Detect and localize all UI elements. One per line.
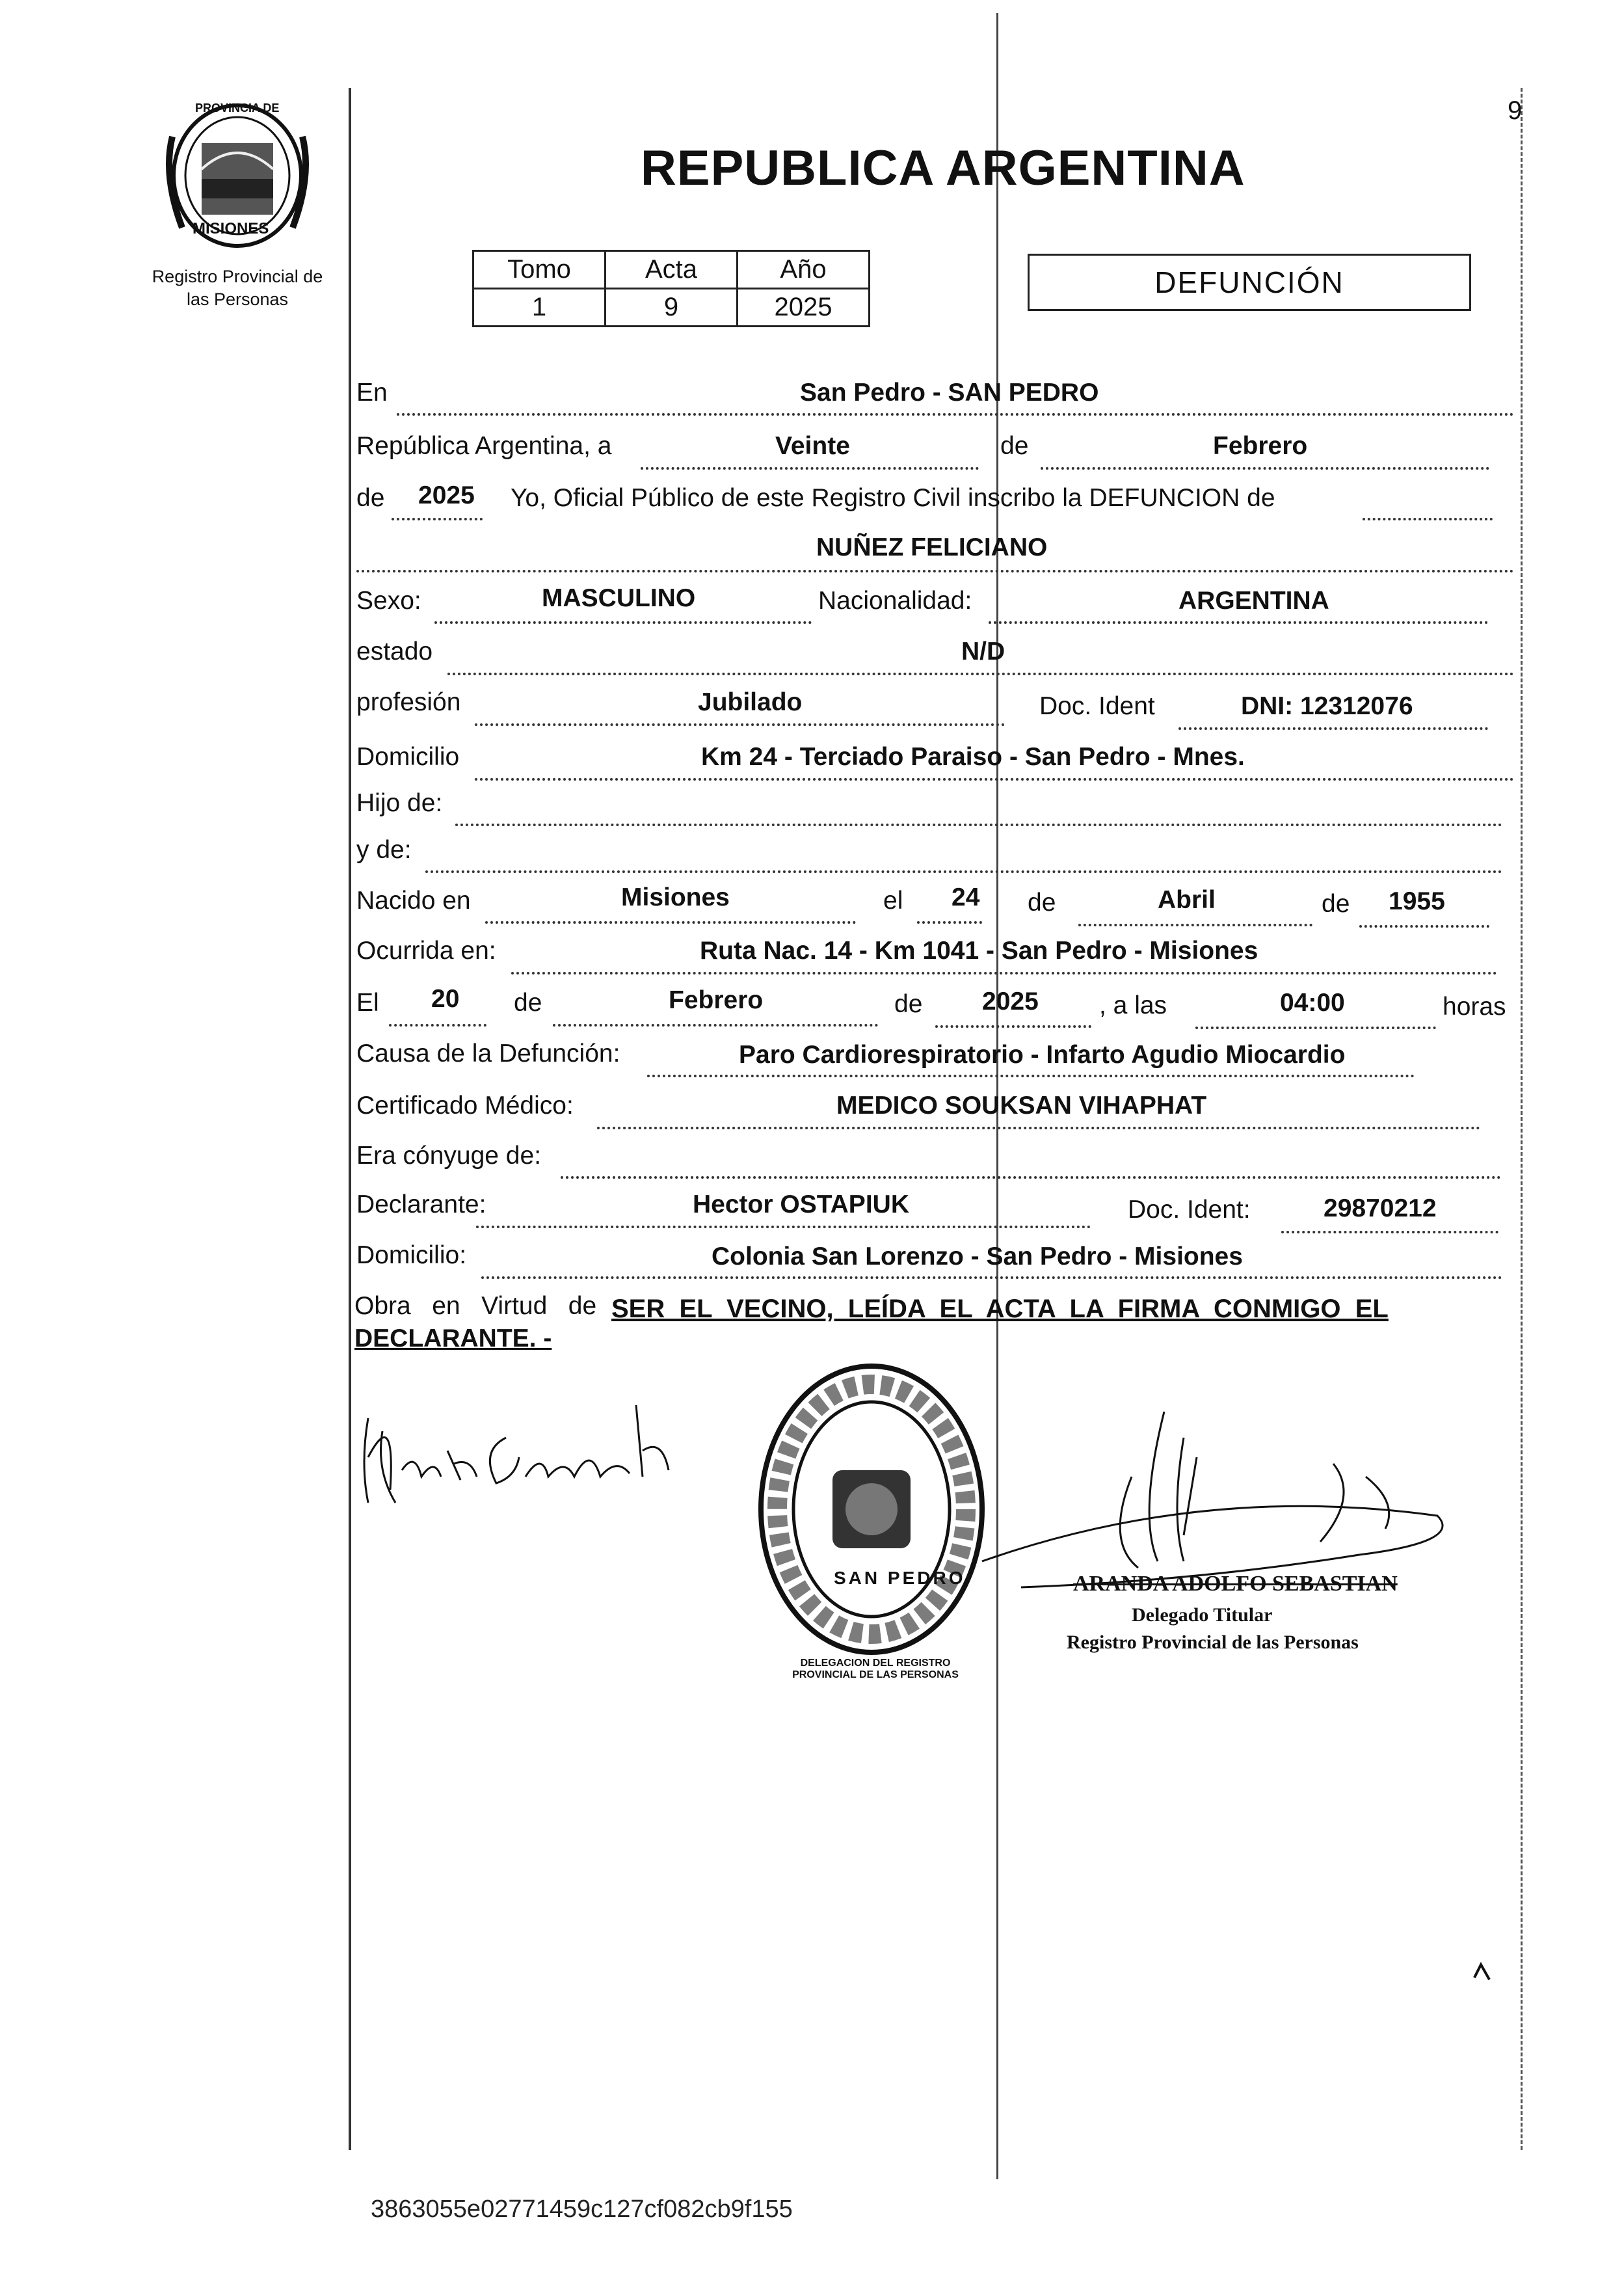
certificado-value: MEDICO SOUKSAN VIHAPHAT [836, 1092, 1207, 1120]
causa-label: Causa de la Defunción: [356, 1040, 620, 1068]
nacionalidad-label: Nacionalidad: [818, 587, 972, 615]
birth-month: Abril [1158, 886, 1216, 914]
dotted-line [455, 824, 1502, 826]
birth-year: 1955 [1389, 887, 1445, 915]
declarant-signature [356, 1379, 695, 1509]
left-margin-line [349, 88, 351, 2150]
doc2-value: 29870212 [1324, 1194, 1437, 1222]
dotted-line [1363, 518, 1493, 520]
official-seal [754, 1360, 989, 1659]
estado-value: N/D [961, 638, 1005, 665]
conyuge-label: Era cónyuge de: [356, 1142, 542, 1170]
page-number: 9 [1508, 96, 1523, 125]
birth-day: 24 [952, 883, 980, 911]
ocurrida-label: Ocurrida en: [356, 937, 496, 965]
dotted-line [1041, 467, 1489, 470]
profesion-value: Jubilado [698, 688, 803, 716]
certificado-label: Certificado Médico: [356, 1092, 574, 1120]
hijo-label: Hijo de: [356, 789, 443, 817]
dotted-line [389, 1024, 486, 1027]
month-word: Febrero [1213, 432, 1308, 460]
doc-label: Doc. Ident [1039, 692, 1155, 720]
nacionalidad-value: ARGENTINA [1178, 587, 1329, 615]
dotted-line [511, 972, 1497, 974]
declarant-signature-icon [356, 1379, 695, 1509]
death-month: Febrero [669, 986, 764, 1014]
domicilio2-label: Domicilio: [356, 1241, 467, 1269]
emblem-text-bottom: MISIONES [193, 220, 269, 237]
dotted-line [1359, 925, 1489, 928]
sexo-value: MASCULINO [542, 584, 696, 612]
deceased-name: NUÑEZ FELICIANO [816, 533, 1048, 561]
en-value: San Pedro - SAN PEDRO [800, 379, 1099, 407]
registry-caption-line2: las Personas [186, 289, 289, 309]
official-seal-icon [754, 1360, 989, 1659]
de1-label: de [1028, 889, 1056, 917]
de-label: de [1000, 432, 1029, 460]
sexo-label: Sexo: [356, 587, 421, 615]
dotted-line [1281, 1231, 1498, 1233]
dotted-line [641, 467, 979, 470]
dotted-line [647, 1075, 1415, 1077]
domicilio-label: Domicilio [356, 743, 460, 771]
registry-caption-line1: Registro Provincial de [152, 267, 323, 286]
dotted-line [434, 621, 812, 624]
acta-value-acta: 9 [606, 289, 738, 327]
dotted-line [425, 870, 1502, 873]
dotted-line [935, 1025, 1091, 1028]
dotted-line [481, 1276, 1502, 1279]
dotted-line [553, 1024, 878, 1027]
el2-label: El [356, 989, 379, 1017]
declarante-label: Declarante: [356, 1190, 486, 1218]
republica-label: República Argentina, a [356, 432, 612, 460]
ocurrida-value: Ruta Nac. 14 - Km 1041 - San Pedro - Misiones [700, 937, 1258, 965]
dotted-line [561, 1176, 1501, 1179]
dotted-line [356, 570, 1514, 572]
obra-value-line2: DECLARANTE. - [354, 1324, 552, 1352]
year-value: 2025 [418, 481, 475, 509]
obra-value-line1: SER EL VECINO, LEÍDA EL ACTA LA FIRMA CONMIGO EL [611, 1295, 1389, 1323]
dotted-line [447, 673, 1514, 675]
y-de-label: y de: [356, 836, 412, 864]
de2-label: de [1322, 890, 1350, 918]
horas-label: horas [1443, 993, 1506, 1021]
acta-table [472, 250, 870, 327]
en-label: En [356, 379, 388, 407]
acta-header-acta: Acta [606, 251, 738, 289]
dotted-line [1078, 924, 1312, 926]
death-time: 04:00 [1280, 989, 1345, 1017]
de4-label: de [894, 990, 923, 1018]
doc2-label: Doc. Ident: [1128, 1196, 1251, 1224]
dotted-line [1195, 1027, 1436, 1029]
dotted-line [597, 1127, 1480, 1129]
domicilio-value: Km 24 - Terciado Paraiso - San Pedro - Mnes. [701, 743, 1245, 771]
dotted-line [476, 1226, 1091, 1228]
estado-label: estado [356, 638, 433, 665]
dotted-line [485, 921, 856, 924]
obra-label: Obra en Virtud de [354, 1292, 597, 1320]
causa-value: Paro Cardiorespiratorio - Infarto Agudio Miocardio [739, 1041, 1346, 1069]
nacido-label: Nacido en [356, 887, 471, 915]
a-las-label: , a las [1099, 991, 1167, 1019]
yo-text: Yo, Oficial Público de este Registro Civil inscribo la DEFUNCION de [511, 484, 1275, 512]
declarant-signature-name: Hector Ostapiuk [364, 1513, 467, 1529]
acta-header-tomo: Tomo [473, 251, 606, 289]
death-day: 20 [431, 985, 460, 1013]
official-title: Delegado Titular [1132, 1604, 1273, 1626]
domicilio2-value: Colonia San Lorenzo - San Pedro - Misiones [712, 1243, 1243, 1270]
acta-header-anio: Año [738, 251, 870, 289]
nacido-value: Misiones [621, 883, 730, 911]
official-name: ARANDA ADOLFO SEBASTIAN [1073, 1572, 1398, 1596]
dotted-line [475, 778, 1514, 781]
year-prefix: de [356, 484, 385, 512]
dotted-line [392, 518, 483, 520]
right-margin-line [1521, 88, 1523, 2150]
acta-value-tomo: 1 [473, 289, 606, 327]
seal-center-text: SAN PEDRO [834, 1568, 966, 1588]
dotted-line [917, 921, 982, 924]
document-hash: 3863055e02771459c127cf082cb9f155 [371, 2196, 793, 2223]
profesion-label: profesión [356, 688, 461, 716]
document-type-box: DEFUNCIÓN [1028, 254, 1471, 311]
acta-table-header-row [473, 251, 870, 289]
emblem-text-top: PROVINCIA DE [195, 101, 280, 114]
doc-value: DNI: 12312076 [1241, 692, 1413, 720]
dotted-line [1178, 727, 1488, 730]
seal-ring-text: DELEGACION DEL REGISTRO PROVINCIAL DE LAS PERSONAS [792, 1658, 959, 1680]
acta-table-value-row [473, 289, 870, 327]
dotted-line [475, 723, 1005, 726]
death-year: 2025 [982, 988, 1039, 1015]
day-word: Veinte [775, 432, 850, 460]
page-title: REPUBLICA ARGENTINA [641, 141, 1245, 196]
dotted-line [989, 621, 1488, 624]
registry-caption [133, 265, 341, 311]
stray-mark-icon [1471, 1961, 1491, 1981]
el-label: el [883, 887, 903, 915]
de3-label: de [514, 989, 542, 1017]
declarante-value: Hector OSTAPIUK [693, 1190, 909, 1218]
acta-value-anio: 2025 [738, 289, 870, 327]
official-registry: Registro Provincial de las Personas [1067, 1632, 1359, 1653]
dotted-line [397, 413, 1514, 416]
